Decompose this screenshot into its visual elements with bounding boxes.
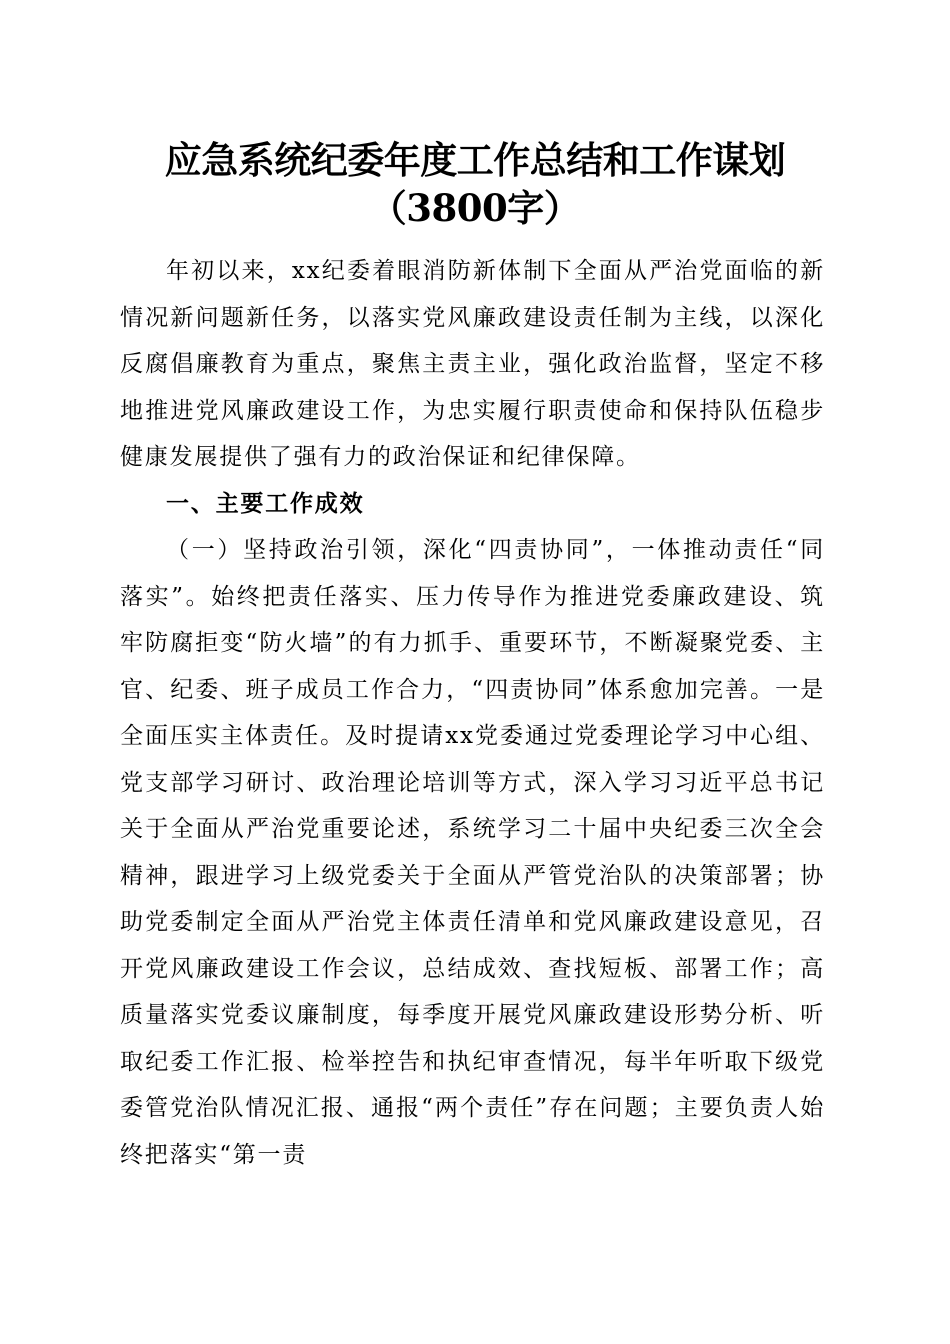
document-title: 应急系统纪委年度工作总结和工作谋划（3800字）	[164, 138, 786, 230]
body-paragraph: （一）坚持政治引领，深化“四责协同”，一体推动责任“同落实”。始终把责任落实、压力传导作为推进党委廉政建设、筑牢防腐拒变“防火墙”的有力抓手、重要环节，不断凝聚党委、主官、纪委、班子成员工作合力，“四责协同”体系愈加完善。一是全面压实主体责任。及时提请xx党委通过党委理论学习中心组、党支部学习研讨、政治理论培训等方式，深入学习习近平总书记关于全面从严治党重要论述，系统学习二十届中央纪委三次全会精神，跟进学习上级党委关于全面从严管党治队的决策部署；协助党委制定全面从严治党主体责任清单和党风廉政建设意见，召开党风廉政建设工作会议，总结成效、查找短板、部署工作；高质量落实党委议廉制度，每季度开展党风廉政建设形势分析、听取纪委工作汇报、检举控告和执纪审查情况，每半年听取下级党委管党治队情况汇报、通报“两个责任”存在问题；主要负责人始终把落实“第一责	[120, 537, 825, 1168]
intro-paragraph: 年初以来，xx纪委着眼消防新体制下全面从严治党面临的新情况新问题新任务，以落实党风廉政建设责任制为主线，以深化反腐倡廉教育为重点，聚焦主责主业，强化政治监督，坚定不移地推进党风廉政建设工作，为忠实履行职责使命和保持队伍稳步健康发展提供了强有力的政治保证和纪律保障。	[120, 258, 825, 470]
section-heading: 一、主要工作成效	[166, 490, 365, 517]
document-body	[120, 248, 825, 1178]
